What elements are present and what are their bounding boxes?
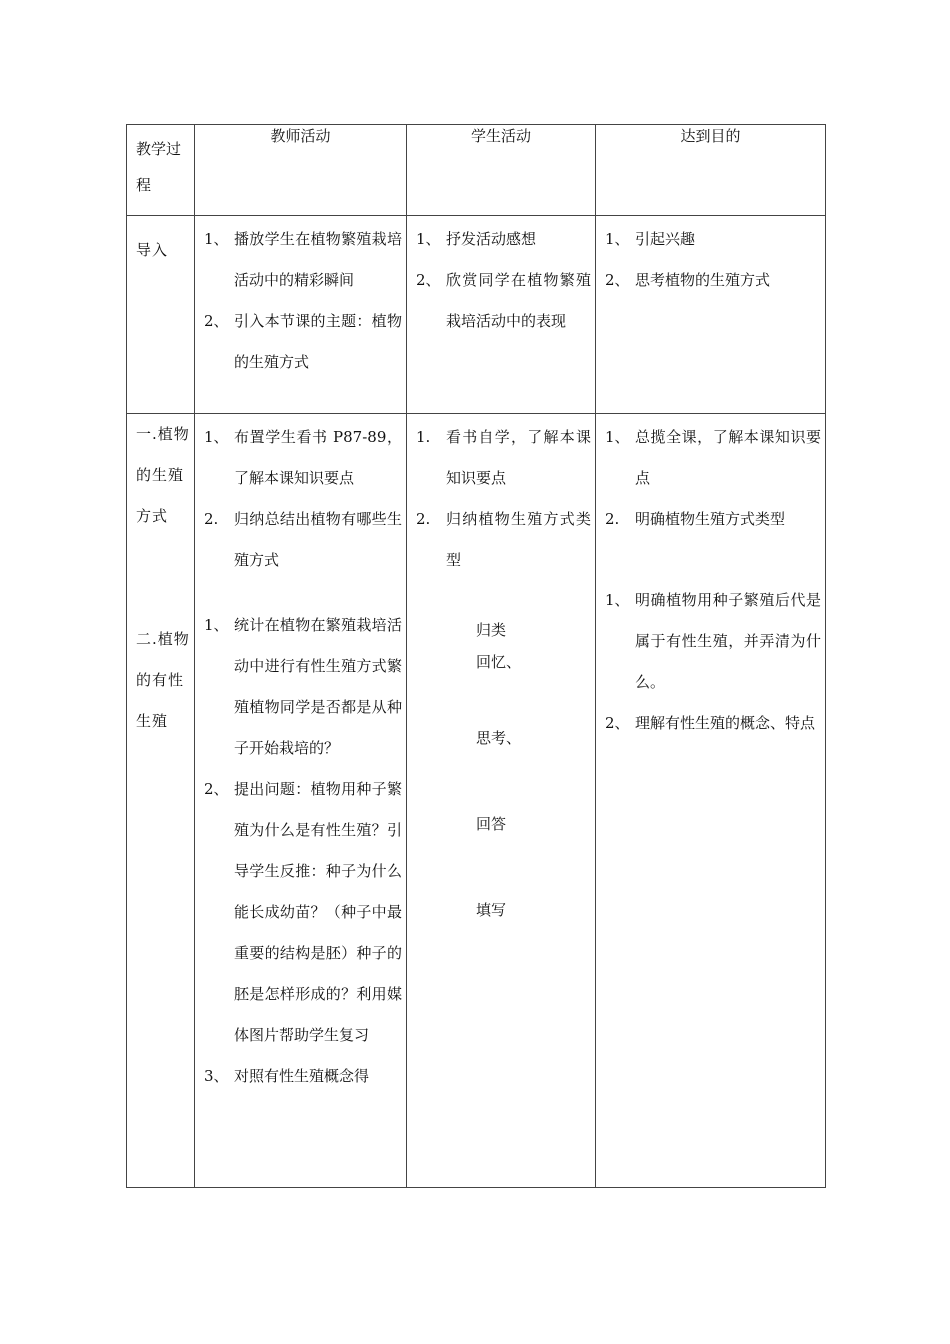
list-item: 1、 引起兴趣 [605, 230, 696, 248]
list-item: 1、 统计在植物在繁殖栽培活动中进行有性生殖方式繁殖植物同学是否都是从种子开始栽培的？ [204, 616, 402, 757]
student-verb: 归类 [476, 621, 507, 639]
list-item: 2. 归纳植物生殖方式类型 [416, 510, 591, 569]
student-verb: 填写 [476, 901, 507, 919]
list-item: 1、 明确植物用种子繁殖后代是属于有性生殖，并弄清为什么。 [605, 591, 821, 691]
list-item: 2、 理解有性生殖的概念、特点 [605, 714, 816, 732]
list-item: 1. 看书自学，了解本课知识要点 [416, 428, 591, 487]
stage-reproduction-types: 一.植物的生殖方式 [136, 425, 190, 525]
list-item: 1、 播放学生在植物繁殖栽培活动中的精彩瞬间 [204, 230, 402, 289]
list-item: 1、 抒发活动感想 [416, 230, 537, 248]
student-verb: 回忆、 [476, 653, 522, 671]
stage-intro: 导入 [136, 241, 169, 259]
list-item: 1、 布置学生看书 P87-89，了解本课知识要点 [204, 428, 402, 487]
list-item: 2. 归纳总结出植物有哪些生殖方式 [204, 510, 402, 569]
header-student: 学生活动 [407, 125, 596, 216]
list-item: 2、 思考植物的生殖方式 [605, 271, 771, 289]
header-goal: 达到目的 [596, 125, 826, 216]
table-header-row [127, 125, 826, 216]
list-item: 2. 明确植物生殖方式类型 [605, 510, 786, 528]
list-item: 2、 欣赏同学在植物繁殖栽培活动中的表现 [416, 271, 591, 330]
student-verb: 思考、 [476, 729, 522, 747]
list-item: 2、 引入本节课的主题：植物的生殖方式 [204, 312, 402, 371]
list-item: 1、 总揽全课，了解本课知识要点 [605, 428, 821, 487]
list-item: 3、 对照有性生殖概念得 [204, 1067, 370, 1085]
table-row-intro [127, 216, 826, 414]
lesson-plan-table [126, 124, 826, 1188]
list-item: 2、 提出问题：植物用种子繁殖为什么是有性生殖？引导学生反推：种子为什么能长成幼苗？（种子中最重要的结构是胚）种子的胚是怎样形成的？利用媒体图片帮助学生复习 [204, 780, 402, 1044]
stage-sexual-reproduction: 二.植物的有性生殖 [136, 630, 190, 730]
header-teacher: 教师活动 [195, 125, 407, 216]
header-stage: 教学过程 [127, 125, 195, 216]
student-verb: 回答 [476, 815, 507, 833]
table-row-main [127, 414, 826, 1188]
